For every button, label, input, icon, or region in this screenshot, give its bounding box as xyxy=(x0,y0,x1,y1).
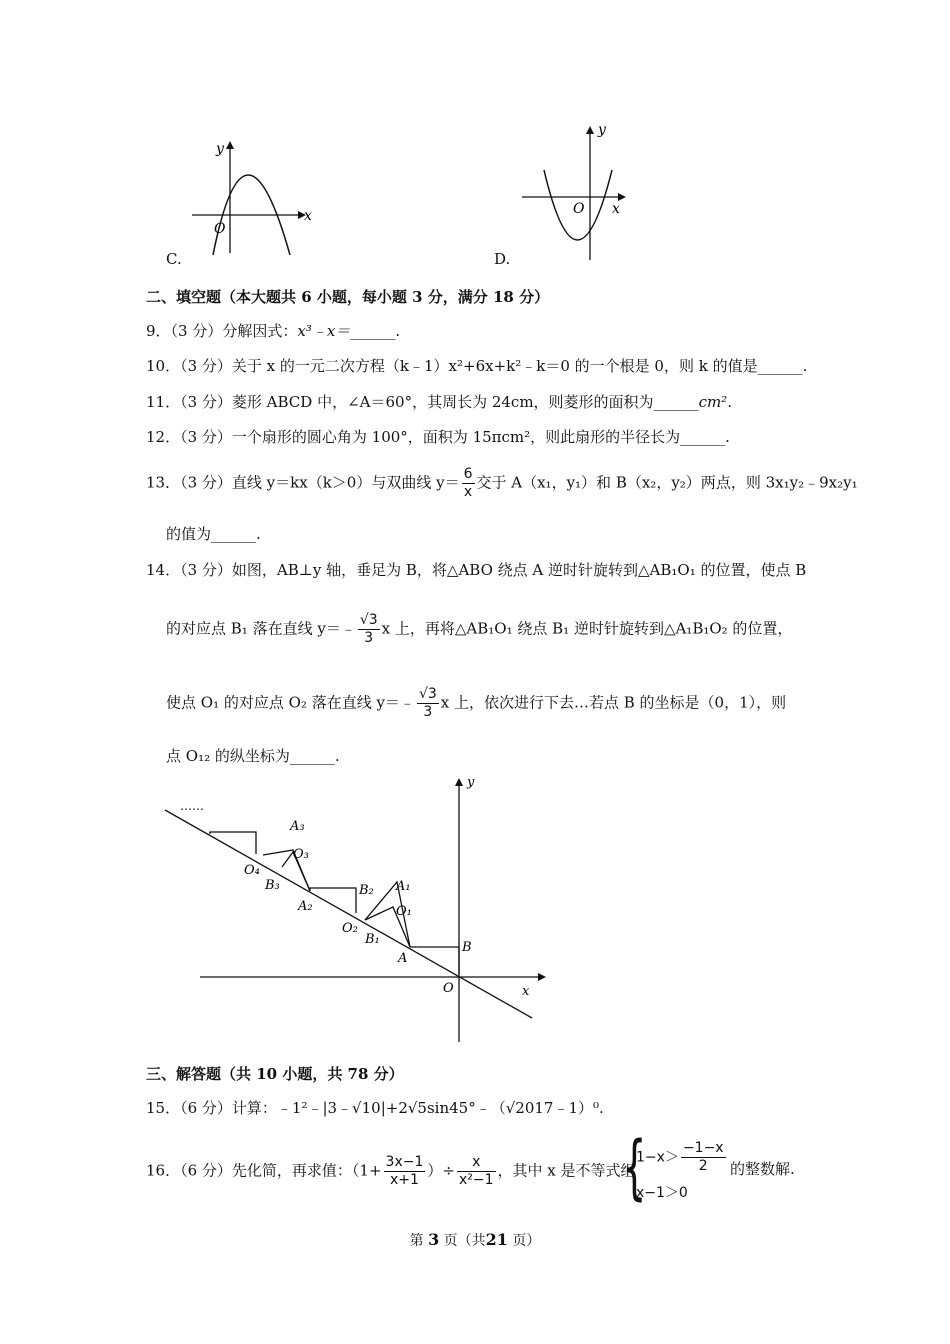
question-14-line2: 的对应点 B₁ 落在直线 y＝﹣ $\frac{√3}{3}$ x 上，再将△AB₁O₁ 绕点 B₁ 逆时针旋转到△A₁B₁O₂ 的位置， xyxy=(166,612,793,646)
question-11: 11．（3 分）菱形 ABCD 中，∠A＝60°，其周长为 24cm，则菱形的面积为______cm². xyxy=(146,393,732,411)
origin-label: O xyxy=(214,221,226,237)
label-B1: B₁ xyxy=(365,932,380,947)
label-dots: …… xyxy=(180,799,204,813)
figure-14 xyxy=(160,770,560,1050)
question-15: 15．（6 分）计算：﹣1²﹣|3﹣√10|+2√5sin45°﹣（√2017﹣1）⁰. xyxy=(146,1099,604,1117)
inequality-brace: { xyxy=(622,1126,647,1208)
option-c-label: C. xyxy=(166,250,182,268)
axis-y-label: y xyxy=(598,122,606,138)
label-A3: A₃ xyxy=(290,819,305,834)
question-13: 13．（3 分）直线 y＝kx（k＞0）与双曲线 y＝ $\frac{6}{x}$ 交于 A（x₁，y₁）和 B（x₂，y₂）两点，则 3x₁y₂﹣9x₂y₁ xyxy=(146,466,858,500)
question-14-line3: 使点 O₁ 的对应点 O₂ 落在直线 y＝﹣ $\frac{√3}{3}$ x 上，依次进行下去…若点 B 的坐标是（0，1），则 xyxy=(166,686,787,720)
label-B2: B₂ xyxy=(359,883,374,898)
option-d-label: D. xyxy=(494,250,511,268)
label-A1: A₁ xyxy=(396,879,411,894)
page-footer: 第 3 页（共21 页） xyxy=(409,1230,541,1249)
graph-c xyxy=(180,135,330,265)
label-B3: B₃ xyxy=(265,878,280,893)
label-O3: O₃ xyxy=(293,847,309,862)
question-10: 10．（3 分）关于 x 的一元二次方程（k﹣1）x²+6x+k²﹣k＝0 的一个根是 0，则 k 的值是______. xyxy=(146,357,808,375)
label-O4: O₄ xyxy=(244,863,260,878)
label-A: A xyxy=(398,951,408,966)
question-14: 14．（3 分）如图，AB⊥y 轴，垂足为 B，将△ABO 绕点 A 逆时针旋转到△AB₁O₁ 的位置，使点 B xyxy=(146,561,807,579)
question-14-line4: 点 O₁₂ 的纵坐标为______. xyxy=(166,747,340,765)
axis-x-label: x xyxy=(304,208,312,224)
origin-label: O xyxy=(573,201,585,217)
section3-title: 三、解答题（共 10 小题，共 78 分） xyxy=(146,1065,404,1083)
label-y: y xyxy=(467,775,475,790)
question-12: 12．（3 分）一个扇形的圆心角为 100°，面积为 15πcm²，则此扇形的半径长为______. xyxy=(146,428,730,446)
axis-y-label: y xyxy=(216,141,224,157)
label-x: x xyxy=(522,984,530,999)
label-A2: A₂ xyxy=(298,899,313,914)
inequality-2: x−1＞0 xyxy=(636,1185,688,1201)
question-16: 16．（6 分）先化简，再求值：（1+ $\frac{3x-1}{x+1}$ ）÷ $\frac{x}{\text{x²−1}}$ ，其中 x 是不等式组 xyxy=(146,1154,636,1188)
label-B: B xyxy=(462,940,472,955)
label-O: O xyxy=(443,981,454,996)
label-O1: O₁ xyxy=(396,904,412,919)
label-O2: O₂ xyxy=(342,921,358,936)
question-16-end: 的整数解. xyxy=(730,1160,795,1178)
graph-d xyxy=(510,120,650,270)
question-13-cont: 的值为______. xyxy=(166,525,261,543)
question-9: 9．（3 分）分解因式：x³﹣x＝______. xyxy=(146,322,401,340)
inequality-1: 1−x＞ $\frac{-1-x}{2}$ xyxy=(636,1140,724,1174)
axis-x-label: x xyxy=(612,201,620,217)
section2-title: 二、填空题（本大题共 6 小题，每小题 3 分，满分 18 分） xyxy=(146,288,550,306)
